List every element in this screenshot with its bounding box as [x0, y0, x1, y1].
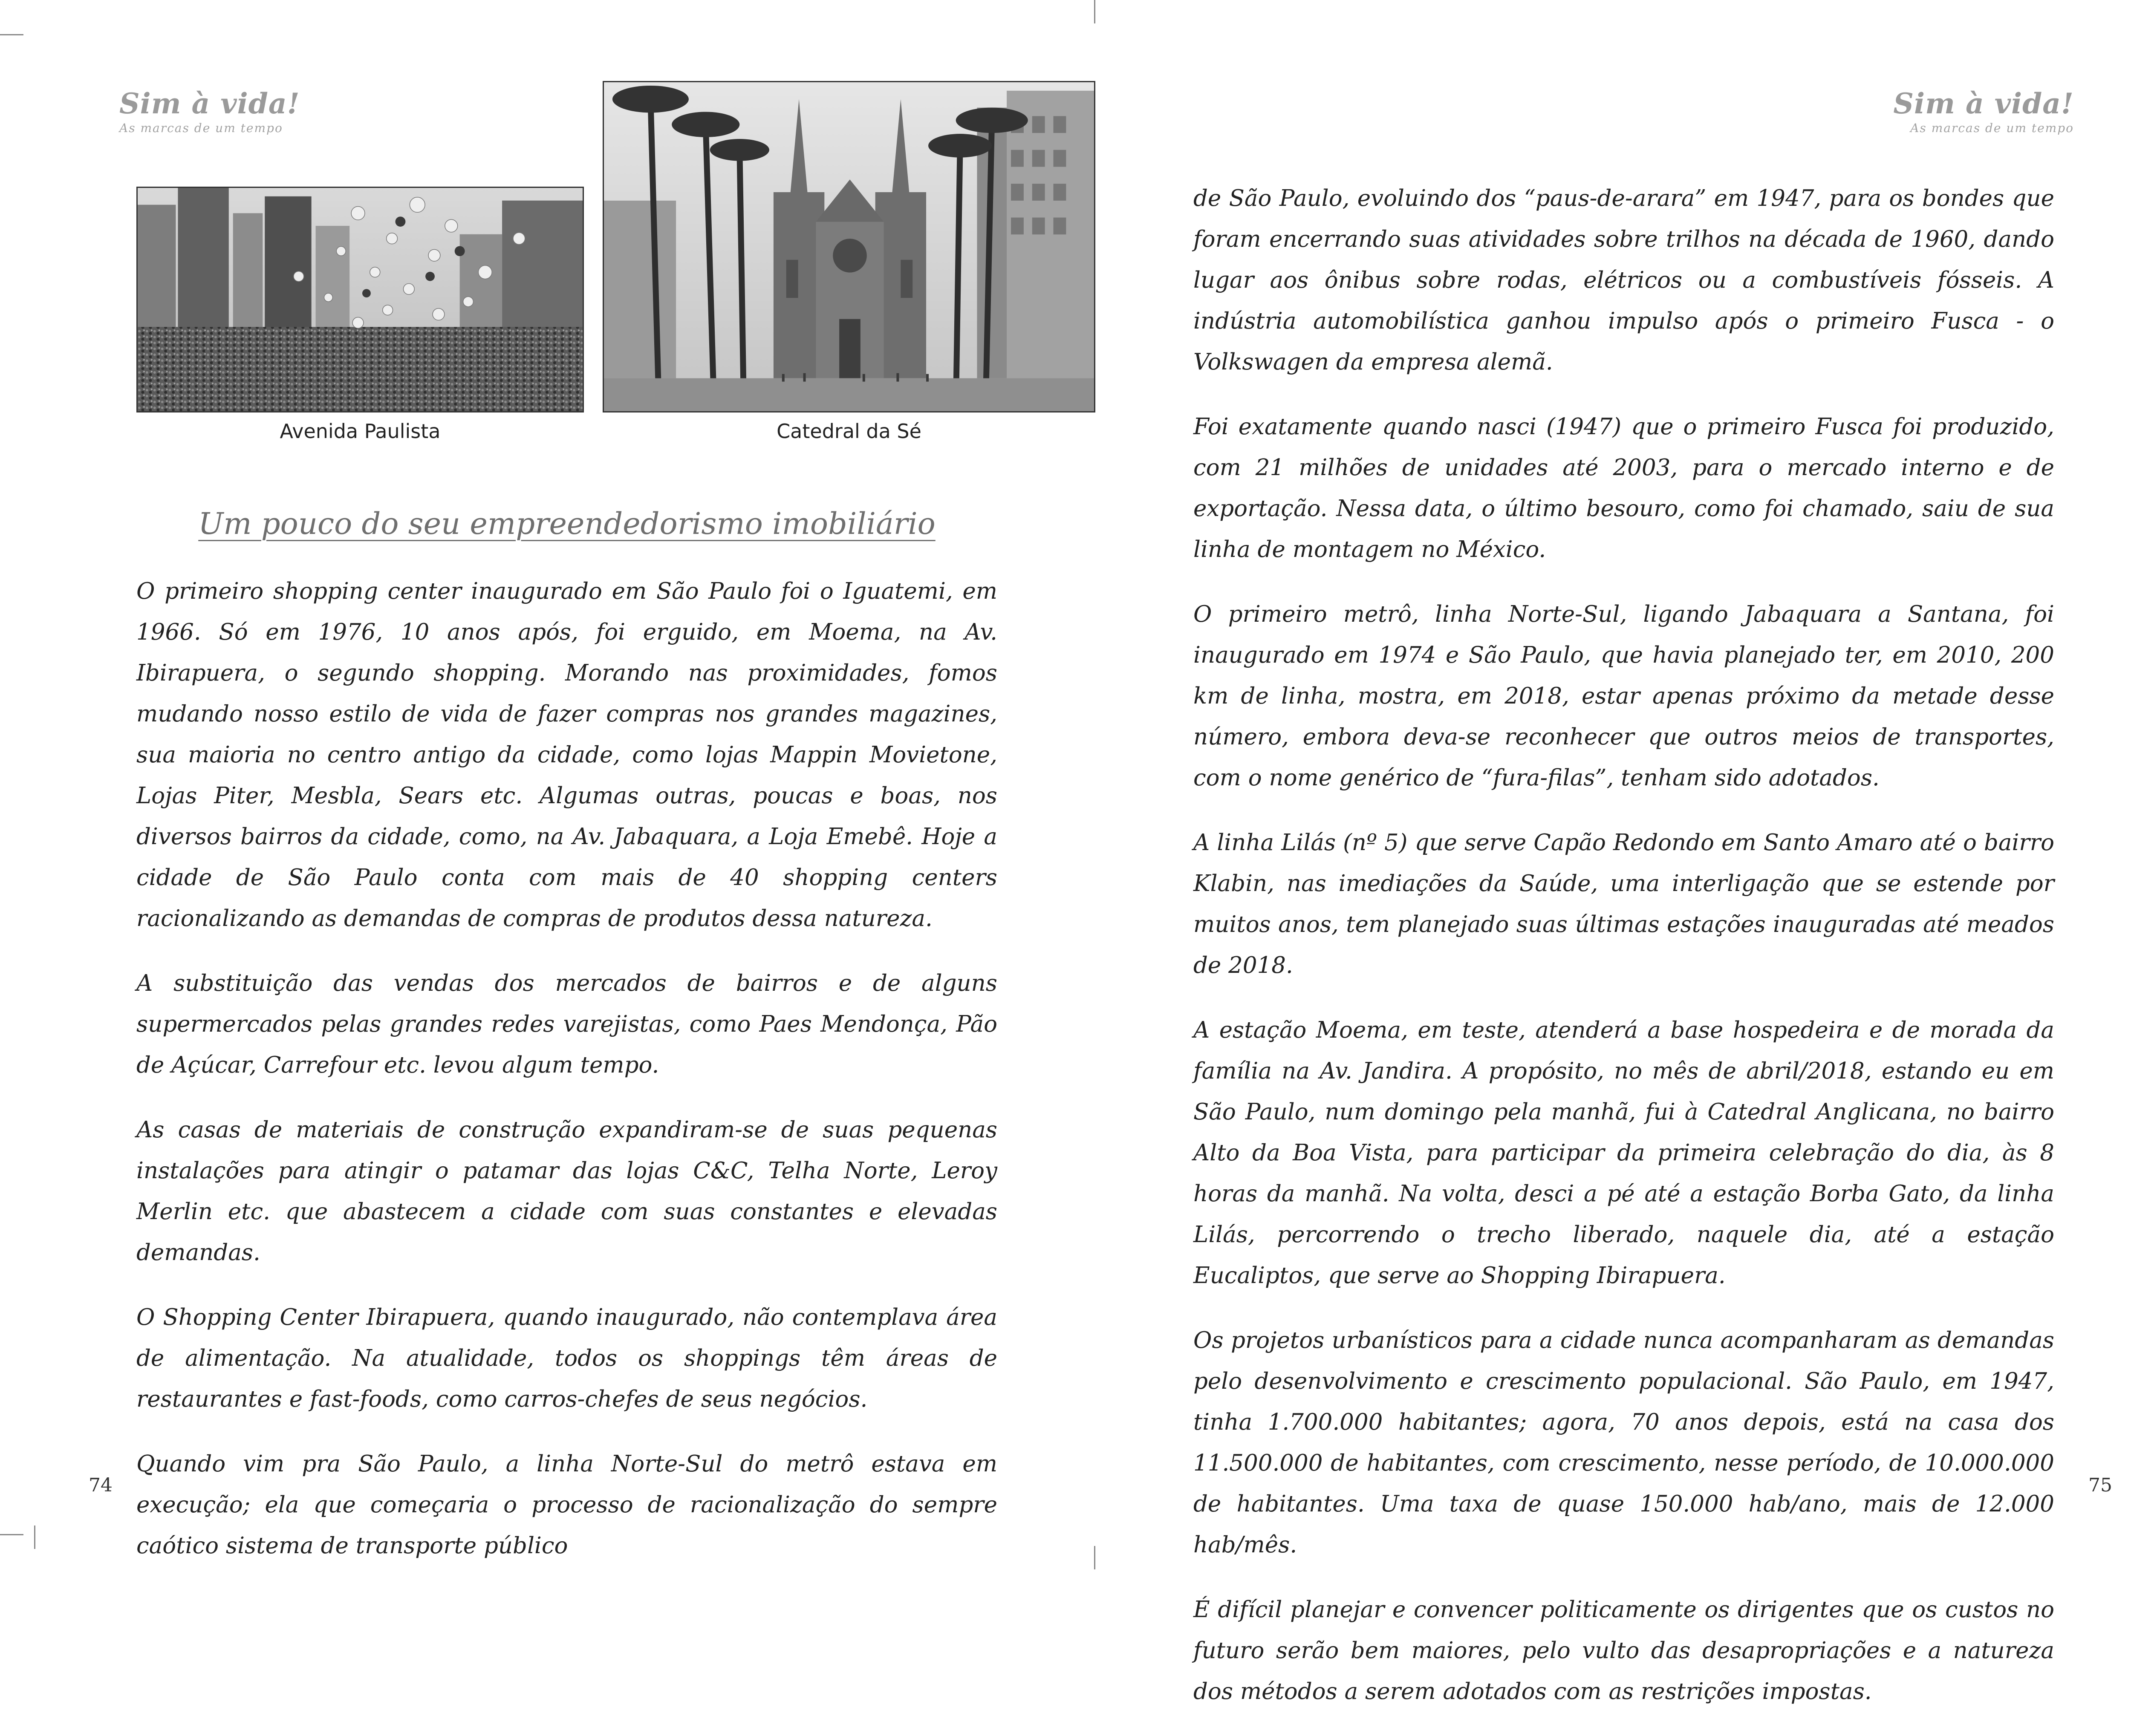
photo-avenida-paulista-image	[138, 188, 583, 411]
crop-mark	[1094, 1546, 1095, 1569]
paragraph: A linha Lilás (nº 5) que serve Capão Redondo em Santo Amaro até o bairro Klabin, nas imediações da Saúde, uma interligação que se estende por muitos anos, tem planejado suas últimas estações inauguradas até meados de 2018.	[1193, 830, 2054, 978]
paragraph: O primeiro shopping center inaugurado em São Paulo foi o Iguatemi, em 1966. Só em 1976, 10 anos após, foi erguido, em Moema, na Av. Ibirapuera, o segundo shopping. Morando nas proximidades, fomos mudando nosso estilo de vida de fazer compras nos grandes magazines, sua maioria no centro antigo da cidade, como lojas Mappin Movietone, Lojas Piter, Mesbla, Sears etc. Algumas outras, poucas e boas, nos diversos bairros da cidade, como, na Av. Jabaquara, a Loja Emebê. Hoje a cidade de São Paulo conta com mais de 40 shopping centers racionalizando as demandas de compras de produtos dessa natureza.	[136, 578, 997, 931]
running-header	[1893, 89, 2074, 136]
crop-mark	[34, 1525, 35, 1549]
photo-caption: Catedral da Sé	[777, 420, 921, 443]
paragraph: O Shopping Center Ibirapuera, quando inaugurado, não contemplava área de alimentação. Na atualidade, todos os shoppings têm áreas de restaurantes e fast-foods, como carros-chefes de seus negócios.	[136, 1304, 997, 1412]
photo-catedral-da-se-image	[604, 82, 1094, 411]
left-page	[0, 0, 1094, 1569]
paragraph: A estação Moema, em teste, atenderá a base hospedeira e de morada da família na Av. Jandira. A propósito, no mês de abril/2018, estando eu em São Paulo, num domingo pela manhã, fui à Catedral Anglicana, no bairro Alto da Boa Vista, para participar da primeira celebração do dia, às 8 horas da manhã. Na volta, desci a pé até a estação Borba Gato, da linha Lilás, percorrendo o trecho liberado, naquele dia, até a estação Eucaliptos, que serve ao Shopping Ibirapuera.	[1193, 1017, 2054, 1289]
header-subtitle: As marcas de um tempo	[1910, 121, 2074, 135]
paragraph: A substituição das vendas dos mercados de bairros e de alguns supermercados pelas grandes redes varejistas, como Paes Mendonça, Pão de Açúcar, Carrefour etc. levou algum tempo.	[136, 970, 997, 1078]
right-page	[1094, 0, 2131, 1704]
paragraph: Os projetos urbanísticos para a cidade nunca acompanharam as demandas pelo desenvolvimento e crescimento populacional. São Paulo, em 1947, tinha 1.700.000 habitantes; agora, 70 anos depois, está na casa dos 11.500.000 de habitantes, com crescimento, nesse período, de 10.000.000 de habitantes. Uma taxa de quase 150.000 hab/ano, mais de 12.000 hab/mês.	[1193, 1327, 2054, 1558]
header-subtitle: As marcas de um tempo	[119, 121, 283, 135]
crop-mark	[1094, 0, 1095, 23]
photo-catedral-da-se	[603, 81, 1095, 412]
paragraph: Foi exatamente quando nasci (1947) que o primeiro Fusca foi produzido, com 21 milhões de unidades até 2003, para o mercado interno e de exportação. Nessa data, o último besouro, como foi chamado, saiu de sua linha de montagem no México.	[1193, 414, 2054, 562]
right-body-text	[1193, 178, 2054, 1736]
running-header	[119, 89, 300, 136]
photo-avenida-paulista	[136, 187, 584, 412]
crop-mark	[0, 34, 23, 35]
header-title: Sim à vida!	[1893, 87, 2074, 120]
left-body-text	[136, 571, 997, 1590]
page-number: 75	[2088, 1474, 2112, 1496]
section-heading: Um pouco do seu empreendedorismo imobiliário	[198, 506, 936, 541]
paragraph: É difícil planejar e convencer politicamente os dirigentes que os custos no futuro serão bem maiores, pelo vulto das desapropriações e a natureza dos métodos a serem adotados com as restrições impostas.	[1193, 1597, 2054, 1704]
paragraph: As casas de materiais de construção expandiram-se de suas pequenas instalações para atingir o patamar das lojas C&C, Telha Norte, Leroy Merlin etc. que abastecem a cidade com suas constantes e elevadas demandas.	[136, 1117, 997, 1266]
paragraph: O primeiro metrô, linha Norte-Sul, ligando Jabaquara a Santana, foi inaugurado em 1974 e São Paulo, que havia planejado ter, em 2010, 200 km de linha, mostra, em 2018, estar apenas próximo da metade desse número, embora deva-se reconhecer que outros meios de transportes, com o nome genérico de “fura-filas”, tenham sido adotados.	[1193, 601, 2054, 791]
page-number: 74	[89, 1474, 113, 1496]
photo-caption: Avenida Paulista	[280, 420, 441, 443]
paragraph: de São Paulo, evoluindo dos “paus-de-arara” em 1947, para os bondes que foram encerrando suas atividades sobre trilhos na década de 1960, dando lugar aos ônibus sobre rodas, elétricos ou a combustíveis fósseis. A indústria automobilística ganhou impulso após o primeiro Fusca - o Volkswagen da empresa alemã.	[1193, 185, 2054, 375]
paragraph: Quando vim pra São Paulo, a linha Norte-Sul do metrô estava em execução; ela que começaria o processo de racionalização do sempre caótico sistema de transporte público	[136, 1451, 997, 1559]
header-title: Sim à vida!	[119, 87, 300, 120]
crop-mark	[0, 1534, 23, 1535]
